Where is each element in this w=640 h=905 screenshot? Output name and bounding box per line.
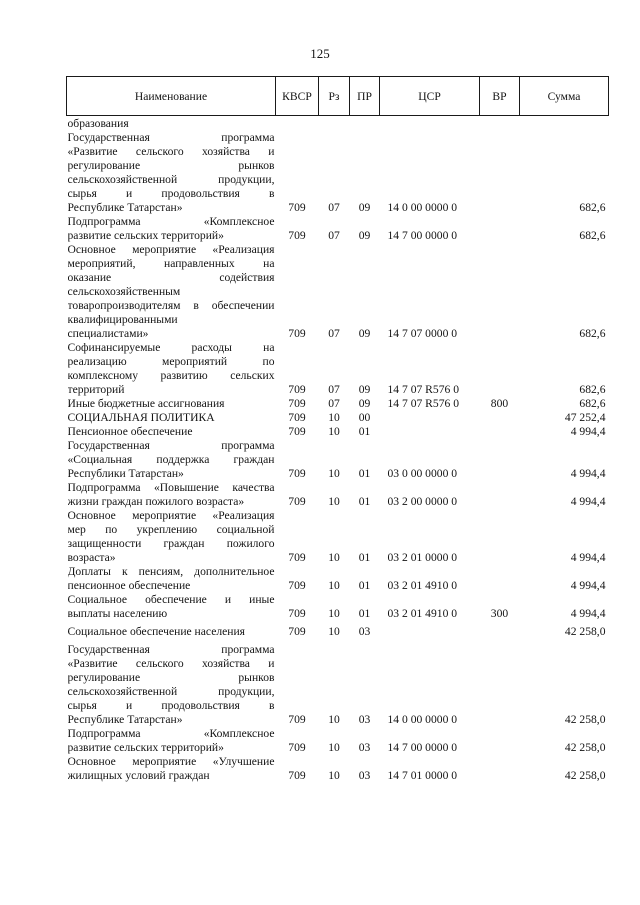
cell-kvsr: 709	[288, 411, 306, 424]
name-line: Республики Татарстан»	[67, 467, 184, 480]
cell-kvsr: 709	[288, 551, 306, 564]
cell-pr: 09	[358, 383, 371, 396]
name-line: Иные бюджетные ассигнования	[67, 397, 225, 410]
cell-pr: 09	[358, 397, 371, 410]
cell-csr: 03 2 01 0000 0	[387, 551, 458, 564]
name-line: мероприятий, направленных на	[67, 257, 275, 270]
cell-rz: 10	[328, 551, 340, 564]
cell-vr	[480, 755, 520, 783]
table-row	[67, 439, 609, 481]
cell-sum: 682,6	[579, 383, 606, 396]
page-number: 125	[310, 46, 330, 61]
name-line: Подпрограмма «Комплексное	[67, 727, 275, 740]
cell-csr	[380, 621, 480, 639]
cell-kvsr: 709	[288, 741, 306, 754]
cell-vr	[480, 509, 520, 565]
cell-kvsr: 709	[288, 607, 306, 620]
cell-rz: 10	[328, 467, 340, 480]
cell-sum: 4 994,4	[570, 607, 606, 620]
cell-pr: 09	[358, 327, 371, 340]
name-line: регулирование рынков	[67, 671, 275, 684]
name-line: Социальное обеспечение населения	[67, 625, 246, 638]
cell-csr: 03 2 00 0000 0	[387, 495, 458, 508]
name-line: развитие сельских территорий»	[67, 741, 224, 754]
cell-sum: 47 252,4	[564, 411, 606, 424]
cell-rz: 07	[328, 229, 340, 242]
cell-kvsr: 709	[288, 229, 306, 242]
cell-sum: 42 258,0	[564, 625, 606, 638]
table-row	[67, 593, 609, 621]
table-row	[67, 397, 609, 411]
cell-csr: 03 2 01 4910 0	[387, 607, 458, 620]
cell-sum	[520, 116, 609, 132]
cell-csr	[380, 425, 480, 439]
cell-pr: 03	[358, 713, 371, 726]
cell-rz: 10	[328, 713, 340, 726]
name-line: Подпрограмма «Комплексное	[67, 215, 275, 228]
cell-csr: 14 7 00 0000 0	[387, 229, 458, 242]
name-line: жилищных условий граждан	[67, 769, 210, 782]
cell-kvsr: 709	[288, 625, 306, 638]
name-line: Основное мероприятие «Реализация	[67, 509, 275, 522]
name-line: СОЦИАЛЬНАЯ ПОЛИТИКА	[67, 411, 215, 424]
cell-name	[67, 755, 276, 783]
cell-csr: 14 7 00 0000 0	[387, 741, 458, 754]
name-line: Доплаты к пенсиям, дополнительное	[67, 565, 275, 578]
cell-kvsr: 709	[288, 495, 306, 508]
table-row	[67, 215, 609, 243]
cell-pr: 01	[358, 425, 371, 438]
header-rz: Рз	[319, 77, 350, 116]
cell-rz: 10	[328, 741, 340, 754]
table-row	[67, 481, 609, 509]
header-kvsr: КВСР	[276, 77, 319, 116]
cell-vr: 800	[490, 397, 509, 410]
cell-sum: 4 994,4	[570, 551, 606, 564]
table-row	[67, 411, 609, 425]
cell-vr	[480, 425, 520, 439]
name-line: Пенсионное обеспечение	[67, 425, 193, 438]
cell-pr: 01	[358, 551, 371, 564]
name-line: возраста»	[67, 551, 116, 564]
name-line: сельскохозяйственной продукции,	[67, 685, 275, 698]
cell-rz: 10	[328, 625, 340, 638]
name-line: сельскохозяйственной продукции,	[67, 173, 275, 186]
name-line: «Развитие сельского хозяйства и	[67, 657, 275, 670]
name-line: оказание содействия	[67, 271, 275, 284]
table-row	[67, 621, 609, 639]
budget-table	[66, 76, 609, 783]
name-line: защищенности граждан пожилого	[67, 537, 275, 550]
cell-rz: 10	[328, 425, 340, 438]
cell-sum: 682,6	[579, 201, 606, 214]
name-line: регулирование рынков	[67, 159, 275, 172]
cell-sum: 42 258,0	[564, 769, 606, 782]
cell-sum: 42 258,0	[564, 713, 606, 726]
cell-vr: 300	[490, 607, 509, 620]
cell-name	[67, 639, 276, 727]
name-line: Государственная программа	[67, 131, 275, 144]
name-line: товаропроизводителям в обеспечении	[67, 299, 275, 312]
cell-name	[67, 425, 276, 439]
cell-rz: 07	[328, 397, 340, 410]
cell-vr	[480, 727, 520, 755]
cell-rz: 10	[328, 769, 340, 782]
cell-name	[67, 116, 276, 132]
table-row	[67, 425, 609, 439]
cell-csr: 14 0 00 0000 0	[387, 201, 458, 214]
cell-rz: 10	[328, 411, 340, 424]
name-line: сырья и продовольствия в	[67, 699, 275, 712]
table-header	[67, 77, 609, 116]
cell-pr: 03	[358, 741, 371, 754]
table-row	[67, 755, 609, 783]
cell-vr	[480, 639, 520, 727]
cell-sum: 682,6	[579, 229, 606, 242]
cell-sum: 4 994,4	[570, 579, 606, 592]
cell-name	[67, 397, 276, 411]
cell-name	[67, 243, 276, 341]
cell-kvsr: 709	[288, 397, 306, 410]
name-line: специалистами»	[67, 327, 149, 340]
header-name: Наименование	[67, 77, 276, 116]
cell-vr	[480, 439, 520, 481]
table-row	[67, 243, 609, 341]
name-line: территорий	[67, 383, 125, 396]
cell-csr: 14 7 01 0000 0	[387, 769, 458, 782]
cell-csr: 03 2 01 4910 0	[387, 579, 458, 592]
cell-sum: 4 994,4	[570, 495, 606, 508]
table-row	[67, 727, 609, 755]
name-line: Социальное обеспечение и иные	[67, 593, 275, 606]
cell-pr	[350, 116, 380, 132]
cell-name	[67, 341, 276, 397]
cell-csr: 03 0 00 0000 0	[387, 467, 458, 480]
name-line: Государственная программа	[67, 439, 275, 452]
name-line: развитие сельских территорий»	[67, 229, 224, 242]
cell-vr	[480, 565, 520, 593]
name-line: пенсионное обеспечение	[67, 579, 191, 592]
name-line: сырья и продовольствия в	[67, 187, 275, 200]
cell-kvsr: 709	[288, 425, 306, 438]
cell-csr: 14 7 07 0000 0	[387, 327, 458, 340]
name-line: квалифицированными	[67, 313, 178, 326]
cell-sum: 4 994,4	[570, 425, 606, 438]
cell-pr: 01	[358, 495, 371, 508]
cell-kvsr: 709	[288, 201, 306, 214]
cell-rz: 07	[328, 383, 340, 396]
cell-name	[67, 565, 276, 593]
cell-kvsr: 709	[288, 713, 306, 726]
cell-rz: 07	[328, 327, 340, 340]
header-vr: ВР	[480, 77, 520, 116]
cell-rz	[319, 116, 350, 132]
cell-sum: 682,6	[579, 397, 606, 410]
cell-pr: 09	[358, 201, 371, 214]
cell-sum: 4 994,4	[570, 467, 606, 480]
header-pr: ПР	[350, 77, 380, 116]
cell-vr	[480, 131, 520, 215]
table-row	[67, 131, 609, 215]
cell-kvsr: 709	[288, 327, 306, 340]
cell-pr: 03	[358, 625, 371, 638]
cell-vr	[480, 481, 520, 509]
cell-name	[67, 621, 276, 639]
cell-pr: 01	[358, 467, 371, 480]
name-line: «Развитие сельского хозяйства и	[67, 145, 275, 158]
cell-csr	[380, 411, 480, 425]
table-body	[67, 116, 609, 784]
cell-name	[67, 509, 276, 565]
cell-name	[67, 411, 276, 425]
name-line: Основное мероприятие «Улучшение	[67, 755, 275, 768]
cell-rz: 10	[328, 495, 340, 508]
cell-name	[67, 439, 276, 481]
cell-kvsr	[276, 116, 319, 132]
cell-name	[67, 215, 276, 243]
table-row	[67, 639, 609, 727]
name-line: Государственная программа	[67, 643, 275, 656]
table-row	[67, 341, 609, 397]
name-line: выплаты населению	[67, 607, 168, 620]
cell-name	[67, 131, 276, 215]
cell-rz: 07	[328, 201, 340, 214]
cell-vr	[480, 411, 520, 425]
name-line: Подпрограмма «Повышение качества	[67, 481, 275, 494]
name-line: комплексному развитию сельских	[67, 369, 275, 382]
cell-pr: 09	[358, 229, 371, 242]
table-row	[67, 565, 609, 593]
header-csr: ЦСР	[380, 77, 480, 116]
cell-kvsr: 709	[288, 579, 306, 592]
name-line: образования	[67, 117, 129, 130]
cell-name	[67, 727, 276, 755]
name-line: Республике Татарстан»	[67, 201, 183, 214]
cell-rz: 10	[328, 607, 340, 620]
cell-name	[67, 593, 276, 621]
cell-pr: 01	[358, 607, 371, 620]
name-line: жизни граждан пожилого возраста»	[67, 495, 245, 508]
cell-sum: 682,6	[579, 327, 606, 340]
cell-vr	[480, 243, 520, 341]
cell-kvsr: 709	[288, 769, 306, 782]
cell-csr: 14 7 07 R576 0	[387, 383, 459, 396]
name-line: мер по укреплению социальной	[67, 523, 275, 536]
cell-name	[67, 481, 276, 509]
cell-kvsr: 709	[288, 467, 306, 480]
cell-pr: 03	[358, 769, 371, 782]
name-line: Софинансируемые расходы на	[67, 341, 275, 354]
cell-csr: 14 7 07 R576 0	[387, 397, 459, 410]
cell-rz: 10	[328, 579, 340, 592]
header-sum: Сумма	[520, 77, 609, 116]
table-row	[67, 116, 609, 132]
cell-kvsr: 709	[288, 383, 306, 396]
name-line: Республике Татарстан»	[67, 713, 183, 726]
cell-vr	[480, 215, 520, 243]
cell-sum: 42 258,0	[564, 741, 606, 754]
cell-vr	[480, 116, 520, 132]
table-row	[67, 509, 609, 565]
cell-pr: 00	[358, 411, 371, 424]
name-line: «Социальная поддержка граждан	[67, 453, 275, 466]
cell-csr	[380, 116, 480, 132]
cell-pr: 01	[358, 579, 371, 592]
cell-csr: 14 0 00 0000 0	[387, 713, 458, 726]
cell-vr	[480, 341, 520, 397]
name-line: сельскохозяйственным	[67, 285, 181, 298]
cell-vr	[480, 621, 520, 639]
name-line: реализацию мероприятий по	[67, 355, 275, 368]
name-line: Основное мероприятие «Реализация	[67, 243, 275, 256]
